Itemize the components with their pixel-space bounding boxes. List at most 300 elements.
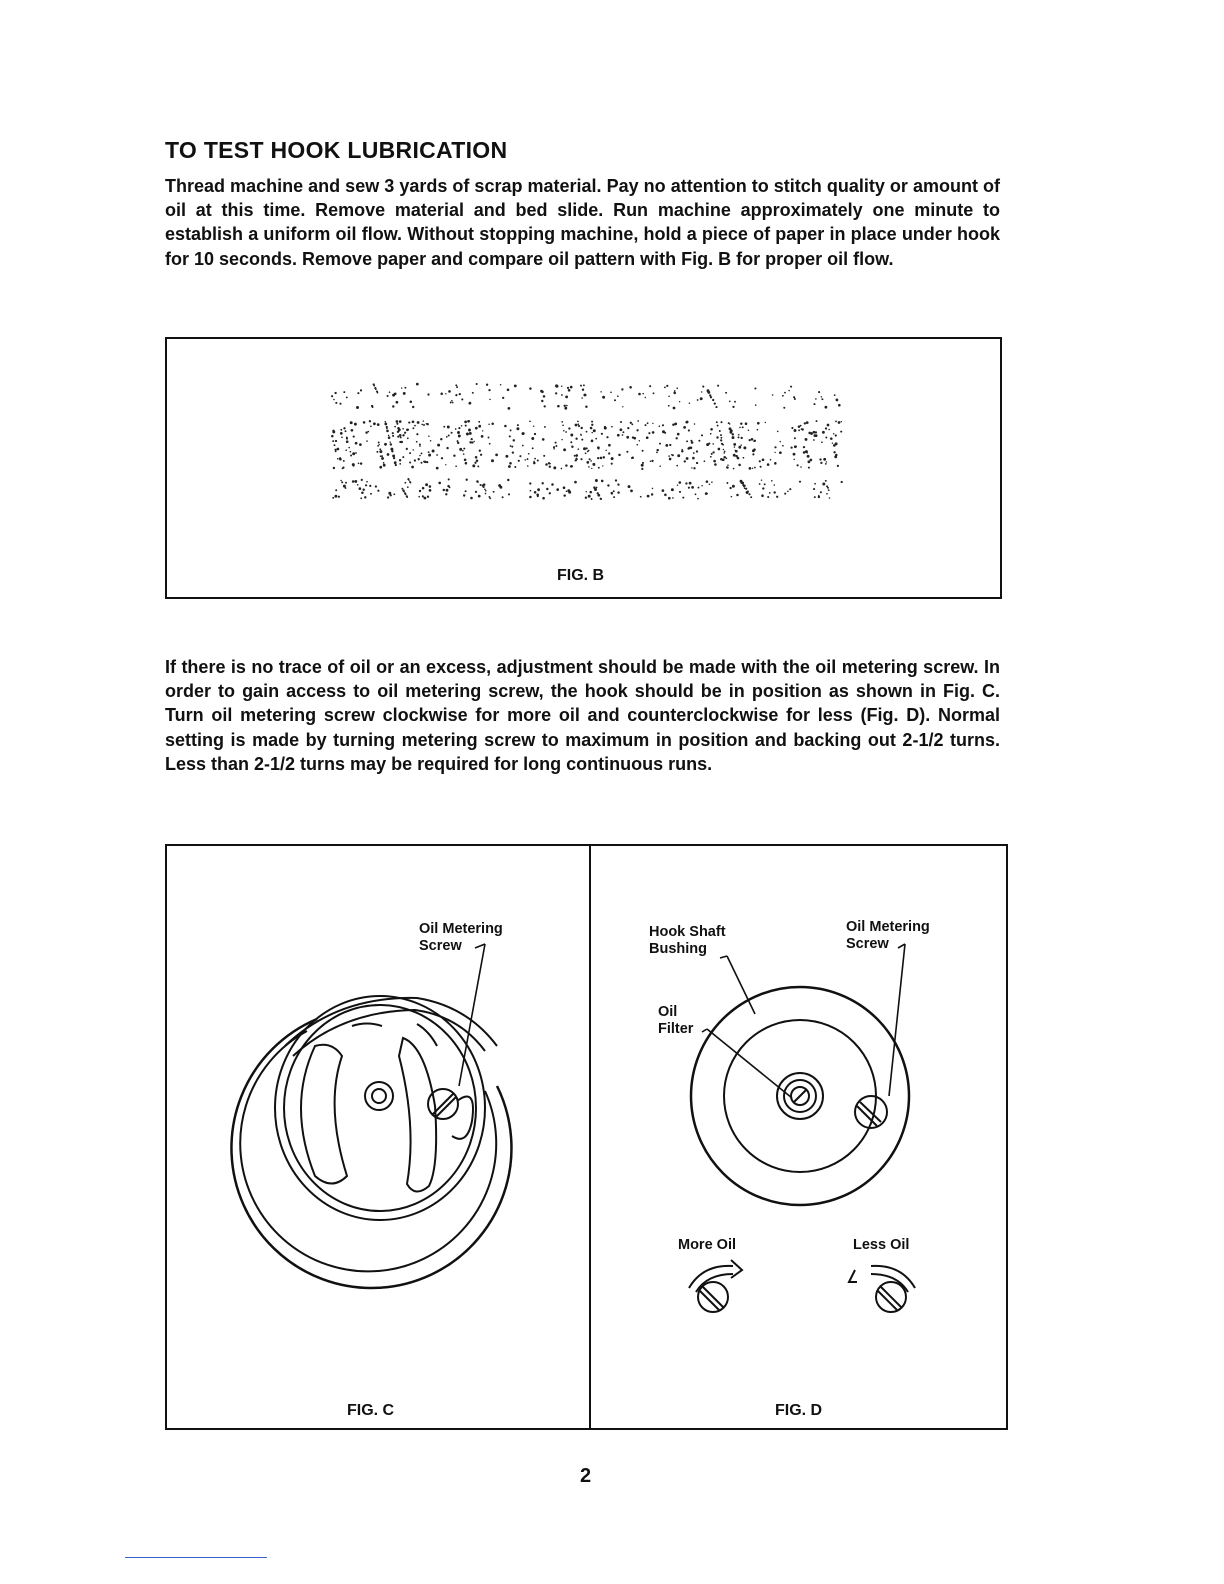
oil-dot bbox=[633, 437, 636, 440]
oil-dot bbox=[580, 434, 582, 436]
oil-dot bbox=[493, 491, 495, 493]
oil-dot bbox=[693, 467, 695, 469]
oil-dot bbox=[417, 421, 420, 424]
oil-dot bbox=[719, 430, 721, 432]
oil-dot bbox=[679, 481, 682, 484]
oil-dot bbox=[469, 402, 472, 405]
oil-dot bbox=[397, 427, 400, 430]
oil-dot bbox=[629, 386, 632, 389]
oil-dot bbox=[585, 497, 587, 499]
oil-dot bbox=[365, 484, 367, 486]
oil-dot bbox=[390, 494, 392, 496]
oil-dot bbox=[508, 465, 511, 468]
oil-dot bbox=[729, 427, 732, 430]
oil-dot bbox=[457, 442, 459, 444]
oil-dot bbox=[715, 406, 717, 408]
oil-dot bbox=[750, 496, 752, 498]
oil-dot bbox=[611, 492, 614, 495]
oil-dot bbox=[793, 459, 795, 461]
oil-dot bbox=[366, 440, 368, 442]
oil-dot bbox=[419, 490, 421, 492]
oil-dot bbox=[359, 443, 362, 446]
oil-dot bbox=[686, 457, 689, 460]
oil-dot bbox=[774, 446, 776, 448]
oil-dot bbox=[826, 493, 828, 495]
oil-dot bbox=[421, 452, 423, 454]
oil-dot bbox=[816, 420, 818, 422]
oil-dot bbox=[676, 437, 678, 439]
oil-dot bbox=[618, 454, 621, 457]
oil-dot bbox=[553, 448, 555, 450]
oil-dot bbox=[577, 421, 579, 423]
oil-dot bbox=[404, 432, 406, 434]
oil-dot bbox=[676, 387, 678, 389]
oil-dot bbox=[664, 432, 666, 434]
oil-dot bbox=[734, 446, 736, 448]
oil-dot bbox=[384, 421, 386, 423]
oil-dot bbox=[529, 420, 531, 422]
oil-dot bbox=[529, 387, 531, 389]
oil-dot bbox=[423, 497, 426, 500]
oil-dot bbox=[455, 394, 457, 396]
oil-dot bbox=[564, 405, 566, 407]
oil-dot bbox=[825, 463, 827, 465]
oil-dot bbox=[761, 479, 762, 480]
oil-dot bbox=[740, 481, 743, 484]
oil-dot bbox=[682, 497, 684, 499]
oil-dot bbox=[360, 462, 362, 464]
oil-dot bbox=[739, 427, 741, 429]
oil-dot bbox=[555, 445, 557, 447]
oil-dot bbox=[628, 485, 631, 488]
oil-dot bbox=[392, 454, 395, 457]
oil-dot bbox=[422, 495, 424, 497]
oil-dot bbox=[414, 459, 416, 461]
oil-dot bbox=[794, 429, 797, 432]
oil-dot bbox=[562, 424, 564, 426]
oil-dot bbox=[626, 436, 629, 439]
oil-dot bbox=[656, 449, 658, 451]
oil-dot bbox=[543, 455, 545, 457]
oil-dot bbox=[402, 434, 404, 436]
oil-dot bbox=[568, 491, 571, 494]
oil-dot bbox=[422, 487, 425, 490]
oil-dot bbox=[825, 427, 827, 429]
oil-dot bbox=[580, 458, 582, 460]
oil-dot bbox=[448, 390, 451, 393]
oil-dot bbox=[740, 422, 742, 424]
oil-dot bbox=[820, 462, 822, 464]
oil-dot bbox=[716, 436, 718, 438]
oil-dot bbox=[458, 427, 460, 429]
oil-dot bbox=[541, 482, 543, 484]
oil-dot bbox=[726, 482, 728, 484]
oil-dot bbox=[638, 393, 641, 396]
oil-dot bbox=[793, 396, 795, 398]
oil-dot bbox=[338, 496, 340, 498]
figure-b bbox=[165, 337, 1002, 599]
oil-dot bbox=[491, 459, 494, 462]
oil-dot bbox=[421, 462, 423, 464]
oil-dot bbox=[450, 402, 452, 404]
oil-dot bbox=[384, 443, 387, 446]
oil-dot bbox=[408, 422, 410, 424]
oil-dot bbox=[803, 451, 806, 454]
oil-dot bbox=[381, 457, 384, 460]
oil-dot bbox=[475, 491, 477, 493]
oil-dot bbox=[483, 486, 485, 488]
oil-dot bbox=[696, 462, 698, 464]
oil-dot bbox=[333, 467, 335, 469]
oil-dot bbox=[480, 454, 482, 456]
oil-dot bbox=[513, 439, 515, 441]
oil-dot bbox=[529, 496, 532, 499]
oil-dot bbox=[334, 392, 336, 394]
oil-dot bbox=[373, 422, 376, 425]
oil-dot bbox=[820, 491, 822, 493]
oil-dot bbox=[668, 455, 670, 457]
oil-dot bbox=[837, 465, 839, 467]
oil-dot bbox=[659, 425, 661, 427]
oil-dot bbox=[401, 441, 403, 443]
oil-dot bbox=[834, 394, 836, 396]
oil-dot bbox=[534, 458, 536, 460]
oil-dot bbox=[416, 383, 419, 386]
oil-dot bbox=[376, 451, 378, 453]
oil-dot bbox=[565, 464, 567, 466]
oil-dot bbox=[687, 447, 689, 449]
oil-dot bbox=[814, 483, 816, 485]
oil-dot bbox=[568, 389, 571, 392]
oil-dot bbox=[607, 484, 609, 486]
oil-dot bbox=[585, 405, 587, 407]
oil-dot bbox=[838, 421, 841, 424]
oil-dot bbox=[771, 480, 773, 482]
oil-dot bbox=[423, 420, 424, 421]
oil-dot bbox=[647, 422, 649, 424]
oil-dot bbox=[815, 398, 817, 400]
oil-dot bbox=[841, 481, 843, 483]
oil-dot bbox=[645, 424, 647, 426]
oil-dot bbox=[379, 450, 382, 453]
oil-dot bbox=[729, 400, 731, 402]
oil-dot bbox=[507, 479, 509, 481]
oil-dot bbox=[402, 428, 404, 430]
oil-dot bbox=[664, 494, 667, 497]
oil-dot bbox=[544, 426, 546, 428]
oil-dot bbox=[350, 421, 353, 424]
label-oil-filter: Oil Filter bbox=[658, 1004, 694, 1037]
oil-dot bbox=[478, 495, 481, 498]
oil-dot bbox=[387, 453, 390, 456]
oil-dot bbox=[767, 496, 769, 498]
oil-dot bbox=[585, 452, 587, 454]
oil-dot bbox=[836, 400, 838, 402]
oil-dot bbox=[567, 387, 569, 389]
oil-dot bbox=[742, 426, 744, 428]
oil-dot bbox=[731, 496, 733, 498]
oil-dot bbox=[748, 430, 750, 432]
oil-dot bbox=[825, 406, 828, 409]
oil-dot bbox=[445, 493, 447, 495]
oil-dot bbox=[789, 488, 791, 490]
oil-dot bbox=[626, 451, 628, 453]
oil-dot bbox=[799, 481, 801, 483]
oil-dot bbox=[671, 488, 674, 491]
label-less-oil: Less Oil bbox=[853, 1237, 910, 1253]
oil-dot bbox=[827, 487, 829, 489]
oil-dot bbox=[566, 405, 568, 407]
oil-dot bbox=[593, 429, 596, 432]
oil-dot bbox=[648, 432, 650, 434]
oil-dot bbox=[614, 399, 616, 401]
oil-dot bbox=[553, 446, 555, 448]
oil-dot bbox=[697, 498, 699, 500]
oil-dot bbox=[340, 480, 342, 482]
oil-dot bbox=[757, 429, 759, 431]
instructions-paragraph-2: If there is no trace of oil or an excess, adjustment should be made with the oil metering screw. In order to gain access to oil metering screw, the hook should be in position as shown in Fig. C. Turn oil metering screw clockwise for more oil and counterclockwise for less (Fig. D). Normal setting is made by turning metering screw to maximum in position and backing out 2-1/2 turns. Less than 2-1/2 turns may be required for long continuous runs. bbox=[165, 657, 1000, 774]
oil-dot bbox=[393, 457, 395, 459]
oil-dot bbox=[630, 422, 632, 424]
oil-dot bbox=[387, 496, 389, 498]
oil-dot bbox=[774, 484, 776, 486]
oil-dot bbox=[641, 468, 643, 470]
oil-dot bbox=[833, 444, 836, 447]
oil-dot bbox=[440, 438, 442, 440]
oil-dot bbox=[570, 466, 572, 468]
oil-dot bbox=[668, 396, 670, 398]
oil-dot bbox=[651, 493, 653, 495]
oil-dot bbox=[440, 393, 443, 396]
oil-dot bbox=[691, 467, 692, 468]
oil-dot bbox=[608, 444, 611, 447]
oil-dot bbox=[419, 443, 421, 445]
oil-dot bbox=[596, 487, 598, 489]
oil-dot bbox=[393, 493, 395, 495]
oil-dot bbox=[502, 496, 504, 498]
oil-dot bbox=[749, 439, 751, 441]
oil-dot bbox=[617, 395, 619, 397]
oil-dot bbox=[342, 467, 344, 469]
oil-dot bbox=[717, 425, 719, 427]
oil-dot bbox=[823, 458, 826, 461]
oil-dot bbox=[375, 485, 377, 487]
oil-dot bbox=[804, 422, 806, 424]
oil-dot bbox=[463, 453, 465, 455]
oil-dot bbox=[574, 455, 576, 457]
oil-dot bbox=[557, 405, 560, 408]
oil-dot bbox=[835, 421, 837, 423]
oil-dot bbox=[332, 430, 335, 433]
oil-dot bbox=[575, 458, 577, 460]
oil-dot bbox=[774, 462, 777, 465]
oil-dot bbox=[356, 406, 359, 409]
oil-dot bbox=[447, 485, 449, 487]
oil-dot bbox=[457, 431, 460, 434]
oil-dot bbox=[695, 493, 697, 495]
oil-dot bbox=[642, 393, 644, 395]
oil-dot bbox=[689, 402, 691, 404]
oil-dot bbox=[504, 425, 507, 428]
oil-dot bbox=[445, 393, 446, 394]
oil-dot bbox=[681, 450, 683, 452]
oil-dot bbox=[740, 444, 742, 446]
oil-dot bbox=[754, 467, 756, 469]
oil-dot bbox=[570, 386, 573, 389]
oil-dot bbox=[827, 424, 830, 427]
oil-dot bbox=[620, 428, 623, 431]
oil-dot bbox=[412, 427, 414, 429]
oil-dot bbox=[407, 486, 409, 488]
oil-dot bbox=[502, 397, 504, 399]
oil-dot bbox=[465, 490, 467, 492]
oil-dot bbox=[611, 426, 613, 428]
oil-dot bbox=[386, 426, 388, 428]
oil-dot bbox=[553, 466, 556, 469]
oil-dot bbox=[412, 420, 415, 423]
oil-dot bbox=[421, 424, 423, 426]
oil-dot bbox=[448, 434, 450, 436]
oil-dot bbox=[429, 485, 432, 488]
oil-dot bbox=[491, 423, 494, 426]
oil-dot bbox=[541, 400, 543, 402]
oil-dot bbox=[354, 480, 357, 483]
oil-dot bbox=[582, 389, 584, 391]
oil-dot bbox=[738, 464, 741, 467]
oil-dot bbox=[693, 452, 695, 454]
oil-dot bbox=[357, 484, 359, 486]
oil-dot bbox=[723, 452, 725, 454]
oil-dot bbox=[425, 483, 428, 486]
oil-dot bbox=[406, 428, 409, 431]
oil-dot bbox=[594, 488, 597, 491]
oil-dot bbox=[350, 451, 352, 453]
oil-dot bbox=[533, 425, 534, 426]
oil-dot bbox=[617, 434, 620, 437]
oil-dot bbox=[748, 493, 750, 495]
oil-dot bbox=[416, 441, 418, 443]
oil-dot bbox=[522, 445, 524, 447]
oil-dot bbox=[469, 441, 471, 443]
oil-dot bbox=[735, 455, 738, 458]
oil-dot bbox=[446, 447, 448, 449]
oil-dot bbox=[790, 386, 792, 388]
oil-dot bbox=[394, 392, 397, 395]
oil-dot bbox=[752, 449, 755, 452]
oil-dot bbox=[674, 390, 676, 392]
oil-dot bbox=[578, 425, 580, 427]
oil-dot bbox=[605, 450, 606, 451]
oil-dot bbox=[787, 491, 789, 493]
oil-dot bbox=[669, 458, 672, 461]
oil-dot bbox=[396, 401, 399, 404]
oil-dot bbox=[788, 390, 789, 391]
oil-dot bbox=[765, 422, 766, 423]
oil-dot bbox=[479, 450, 481, 452]
oil-dot bbox=[720, 437, 722, 439]
oil-dot bbox=[814, 496, 816, 498]
oil-dot bbox=[407, 437, 409, 439]
oil-dot bbox=[716, 421, 718, 423]
oil-dot bbox=[711, 453, 713, 455]
oil-dot bbox=[430, 440, 432, 442]
oil-dot bbox=[617, 491, 619, 493]
oil-dot bbox=[488, 423, 490, 425]
oil-dot bbox=[575, 438, 577, 440]
oil-dot bbox=[652, 423, 653, 424]
oil-dot bbox=[677, 484, 678, 485]
oil-dot bbox=[537, 459, 539, 461]
oil-dot bbox=[549, 466, 551, 468]
oil-dot bbox=[713, 460, 716, 463]
label-hook-shaft-bushing: Hook Shaft Bushing bbox=[649, 924, 726, 957]
oil-dot bbox=[685, 421, 687, 423]
oil-dot bbox=[352, 452, 355, 455]
oil-dot bbox=[825, 437, 827, 439]
oil-dot bbox=[782, 395, 784, 397]
oil-dot bbox=[508, 407, 511, 410]
oil-dot bbox=[408, 479, 410, 481]
oil-dot bbox=[541, 390, 544, 393]
oil-dot bbox=[428, 454, 431, 457]
oil-dot bbox=[403, 392, 406, 395]
oil-dot bbox=[361, 492, 364, 495]
oil-dot bbox=[437, 444, 440, 447]
oil-dot bbox=[566, 491, 568, 493]
oil-dot bbox=[649, 385, 651, 387]
oil-dot bbox=[467, 420, 470, 423]
oil-dot bbox=[373, 385, 375, 387]
label-oil-metering-screw-c: Oil Metering Screw bbox=[419, 921, 503, 954]
oil-dot bbox=[339, 403, 341, 405]
oil-dot bbox=[714, 403, 716, 405]
oil-dot bbox=[470, 497, 473, 500]
oil-dot bbox=[712, 451, 714, 453]
oil-dot bbox=[399, 420, 402, 423]
oil-dot bbox=[546, 488, 548, 490]
oil-dot bbox=[791, 427, 793, 429]
oil-dot bbox=[602, 396, 605, 399]
oil-dot bbox=[438, 482, 441, 485]
oil-dot bbox=[782, 445, 784, 447]
oil-dot bbox=[718, 448, 721, 451]
oil-dot bbox=[673, 392, 676, 395]
oil-dot bbox=[698, 440, 700, 442]
oil-dot bbox=[591, 424, 593, 426]
oil-dot bbox=[826, 461, 827, 462]
oil-dot bbox=[512, 451, 514, 453]
label-more-oil: More Oil bbox=[678, 1237, 737, 1253]
oil-dot bbox=[549, 463, 550, 464]
oil-dot bbox=[505, 455, 508, 458]
oil-dot bbox=[794, 398, 796, 400]
oil-dot bbox=[684, 460, 686, 462]
oil-dot bbox=[561, 468, 563, 470]
oil-dot bbox=[372, 406, 374, 408]
page-number: 2 bbox=[580, 1465, 592, 1487]
oil-dot bbox=[568, 427, 570, 429]
oil-dot bbox=[733, 468, 735, 470]
oil-dot bbox=[418, 496, 420, 498]
oil-dot bbox=[832, 442, 833, 443]
oil-dot bbox=[652, 431, 655, 434]
oil-dot bbox=[722, 458, 725, 461]
oil-dot bbox=[507, 389, 510, 392]
oil-dot bbox=[555, 442, 557, 444]
oil-dot bbox=[723, 449, 725, 451]
oil-dot bbox=[563, 430, 565, 432]
oil-dot bbox=[457, 440, 459, 442]
